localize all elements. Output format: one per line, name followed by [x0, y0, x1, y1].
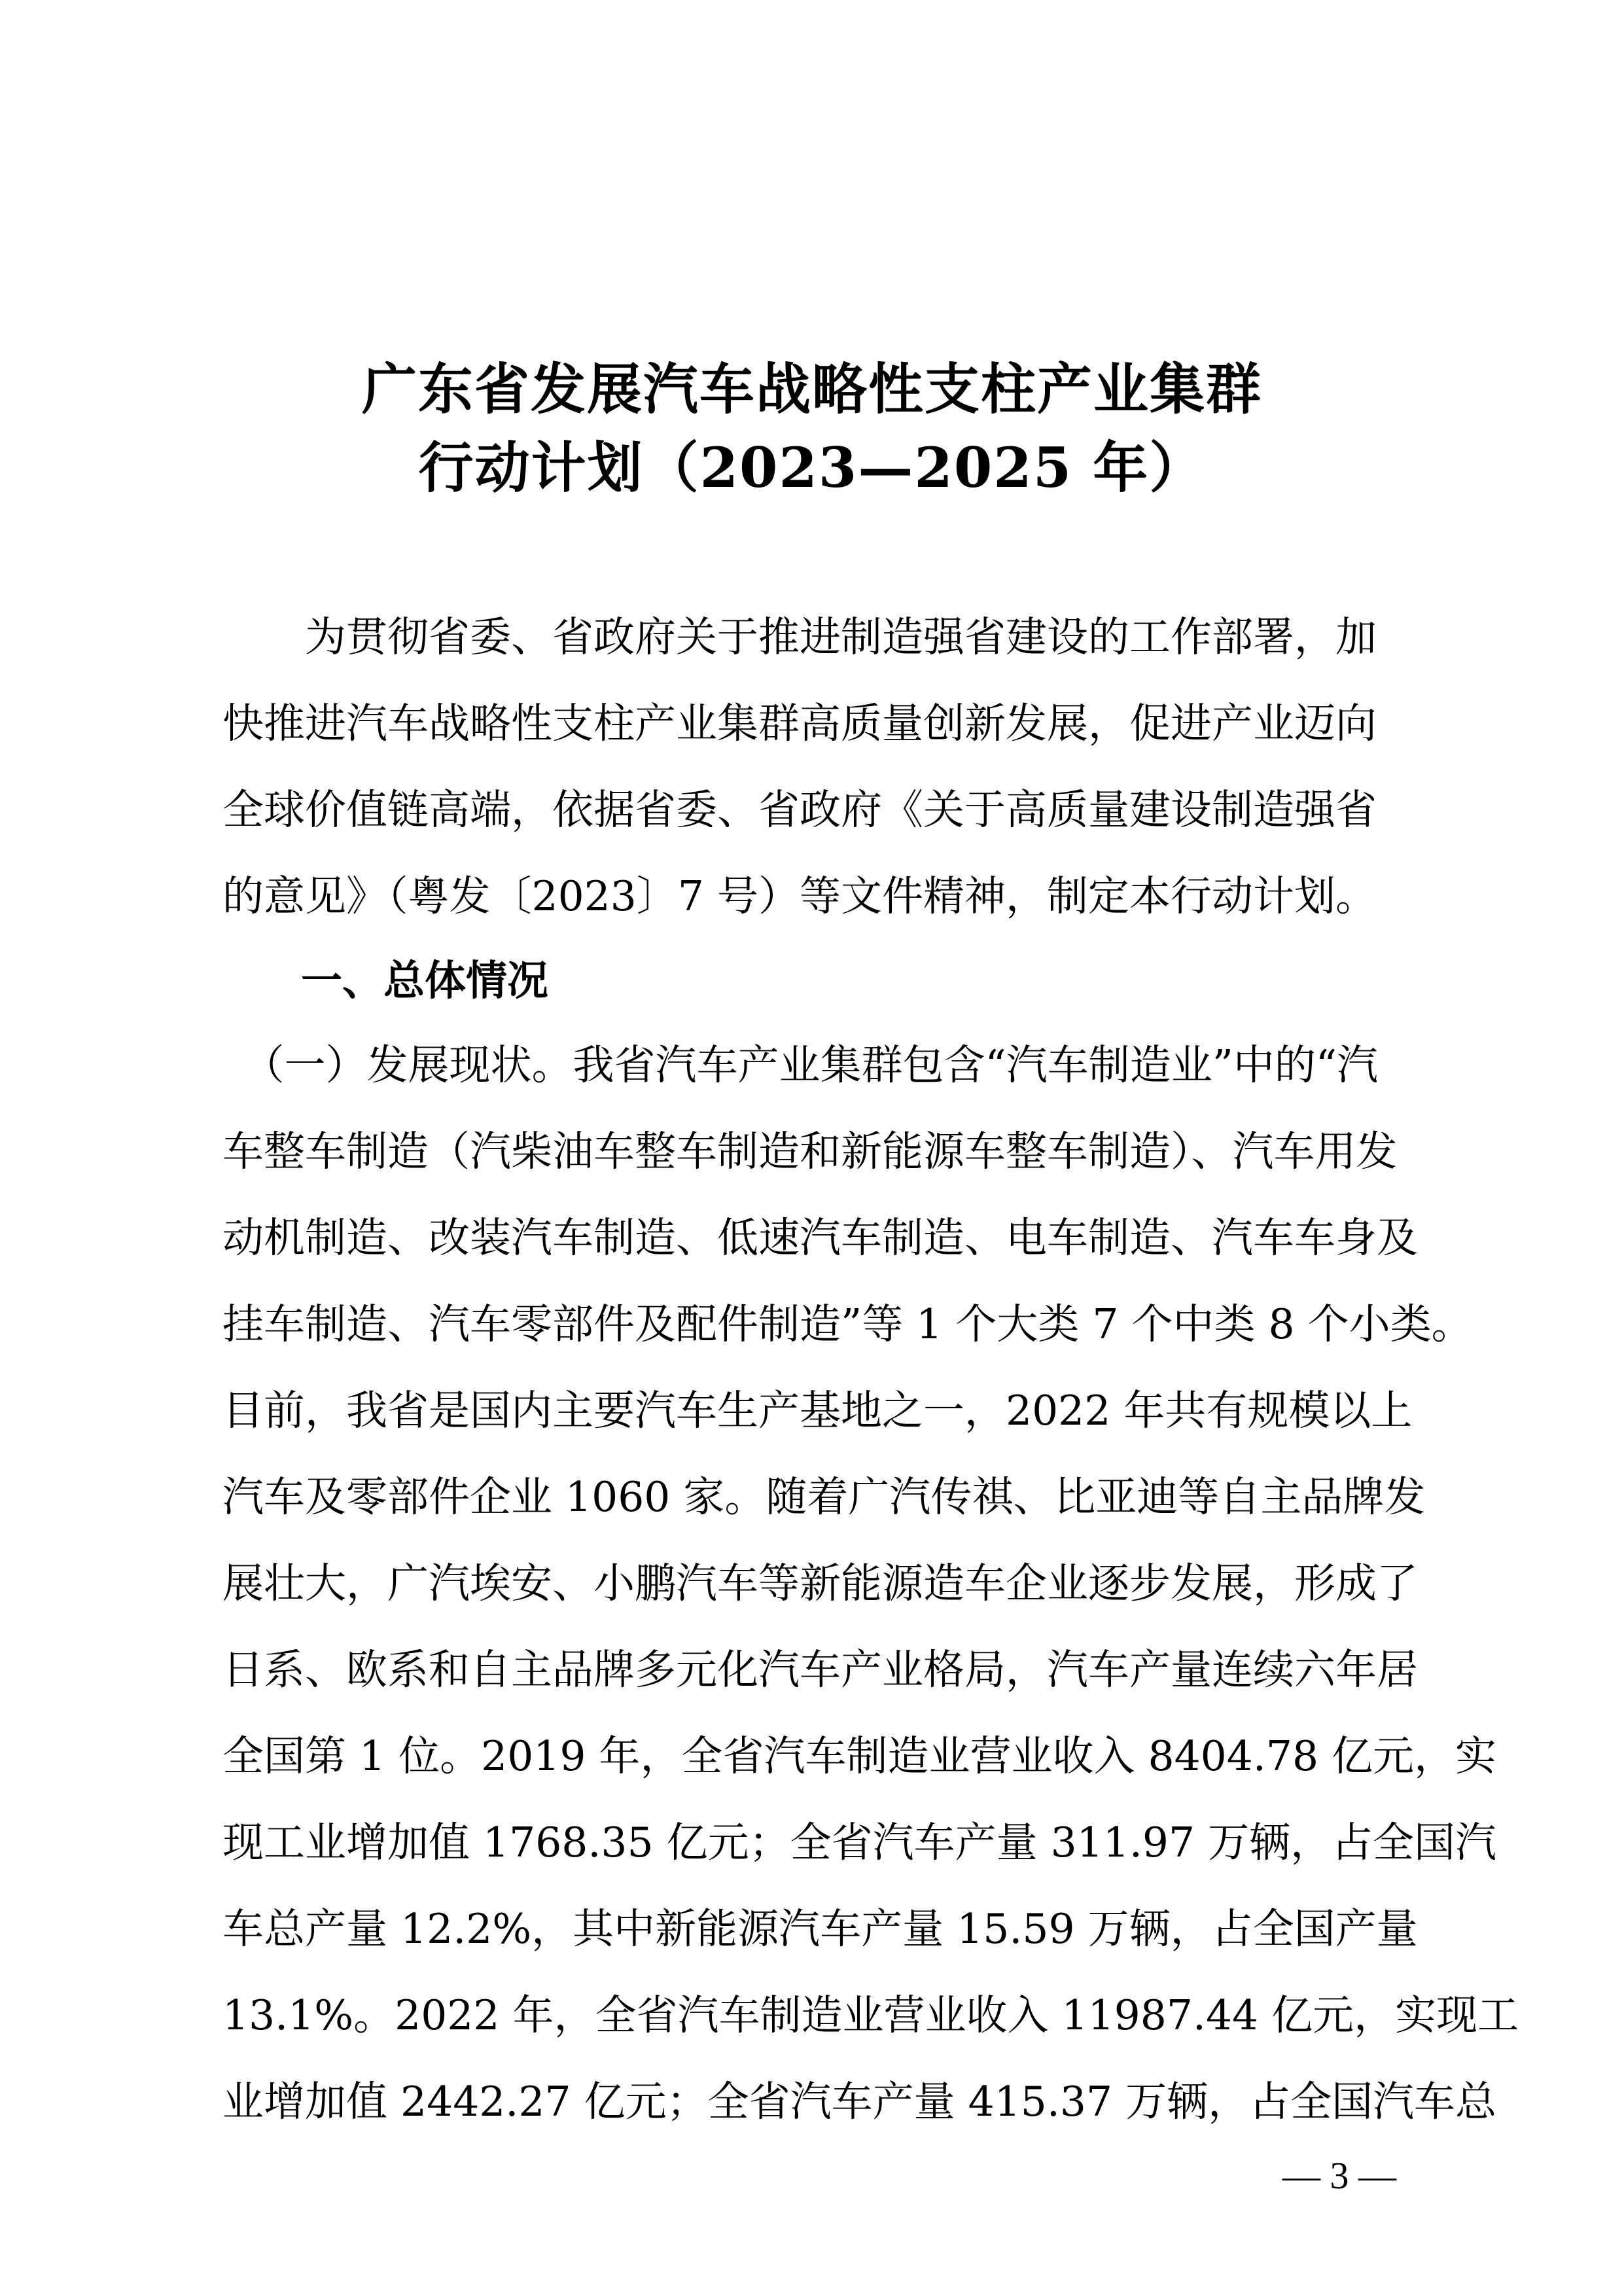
- body-paragraph-line: 日系、欧系和自主品牌多元化汽车产业格局，汽车产量连续六年居: [222, 1646, 1418, 1694]
- body-paragraph-line: 13.1%。2022 年，全省汽车制造业营业收入 11987.44 亿元，实现工: [222, 1991, 1519, 2039]
- body-paragraph-line: 展壮大，广汽埃安、小鹏汽车等新能源造车企业逐步发展，形成了: [222, 1559, 1418, 1607]
- intro-paragraph-line: 快推进汽车战略性支柱产业集群高质量创新发展，促进产业迈向: [222, 700, 1377, 747]
- body-paragraph-line: 车整车制造（汽柴油车整车制造和新能源车整车制造）、汽车用发: [222, 1128, 1398, 1175]
- intro-paragraph-line: 全球价值链高端，依据省委、省政府《关于高质量建设制造强省: [222, 786, 1377, 834]
- body-paragraph-line: 业增加值 2442.27 亿元；全省汽车产量 415.37 万辆，占全国汽车总: [222, 2078, 1497, 2126]
- body-paragraph-line: 汽车及零部件企业 1060 家。随着广汽传祺、比亚迪等自主品牌发: [222, 1473, 1426, 1521]
- body-paragraph-line: 现工业增加值 1768.35 亿元；全省汽车产量 311.97 万辆，占全国汽: [222, 1819, 1497, 1866]
- document-title-line-2: 行动计划（2023—2025 年）: [418, 435, 1206, 500]
- body-paragraph-line: 动机制造、改装汽车制造、低速汽车制造、电车制造、汽车车身及: [222, 1214, 1418, 1262]
- body-paragraph-line: 目前，我省是国内主要汽车生产基地之一，2022 年共有规模以上: [222, 1387, 1413, 1434]
- page-number: — 3 —: [1282, 2154, 1396, 2197]
- intro-paragraph-line: 的意见》（粤发〔2023〕7 号）等文件精神，制定本行动计划。: [222, 872, 1377, 920]
- document-title-line-1: 广东省发展汽车战略性支柱产业集群: [361, 357, 1262, 421]
- body-paragraph-line: 全国第 1 位。2019 年，全省汽车制造业营业收入 8404.78 亿元，实: [222, 1732, 1497, 1780]
- body-paragraph-line: （一）发展现状。我省汽车产业集群包含“汽车制造业”中的“汽: [222, 1041, 1379, 1089]
- intro-paragraph-line: 为贯彻省委、省政府关于推进制造强省建设的工作部署，加: [222, 613, 1377, 661]
- body-paragraph-line: 车总产量 12.2%，其中新能源汽车产量 15.59 万辆，占全国产量: [222, 1905, 1418, 1953]
- section-heading: 一、总体情况: [301, 957, 548, 1005]
- body-paragraph-line: 挂车制造、汽车零部件及配件制造”等 1 个大类 7 个中类 8 个小类。: [222, 1300, 1473, 1348]
